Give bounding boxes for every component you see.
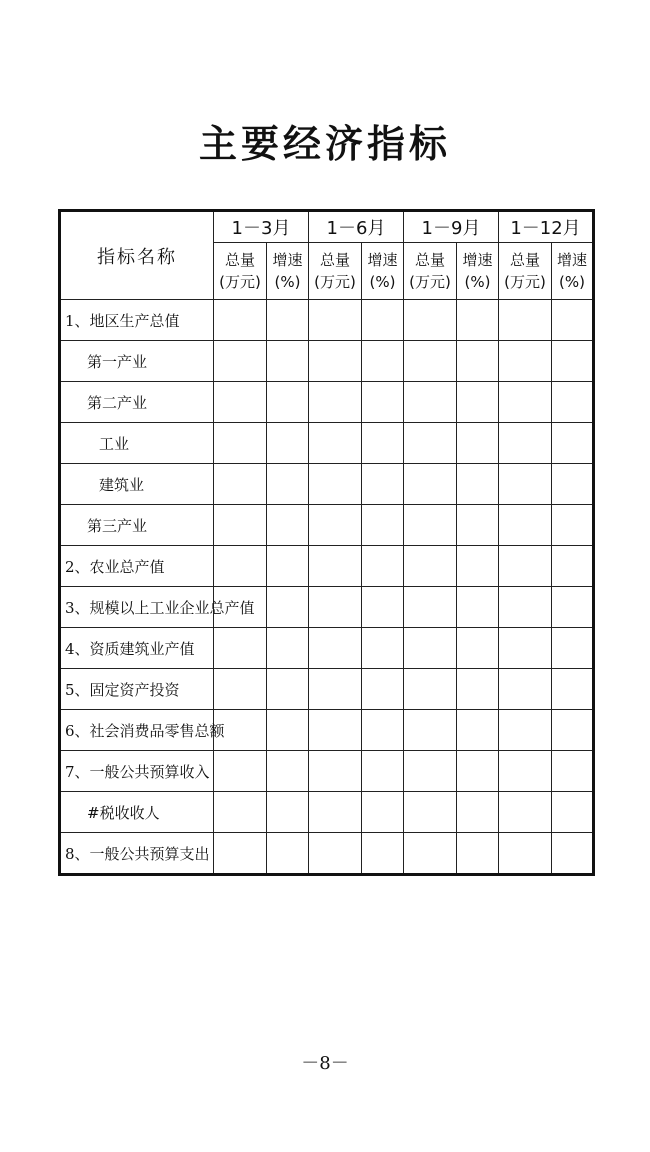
value-cell — [309, 464, 362, 505]
indicator-label: 2、农业总产值 — [60, 546, 214, 587]
period-header-year: 1－12月 — [499, 211, 594, 243]
value-cell — [362, 833, 404, 875]
value-cell — [362, 300, 404, 341]
value-cell — [362, 382, 404, 423]
value-cell — [457, 669, 499, 710]
value-cell — [552, 300, 594, 341]
value-cell — [499, 382, 552, 423]
value-cell — [499, 751, 552, 792]
value-cell — [499, 464, 552, 505]
value-cell — [457, 628, 499, 669]
value-cell — [404, 546, 457, 587]
value-cell — [457, 300, 499, 341]
value-cell — [499, 833, 552, 875]
value-cell — [309, 546, 362, 587]
total-amount-header — [214, 243, 267, 300]
value-cell — [499, 587, 552, 628]
table-row — [60, 464, 594, 505]
value-cell — [309, 423, 362, 464]
value-cell — [552, 628, 594, 669]
period-header-row — [60, 211, 594, 243]
value-cell — [214, 792, 267, 833]
total-amount-header — [309, 243, 362, 300]
value-cell — [499, 341, 552, 382]
value-cell — [552, 751, 594, 792]
table-row — [60, 628, 594, 669]
value-cell — [362, 341, 404, 382]
value-cell — [404, 628, 457, 669]
total-amount-header — [404, 243, 457, 300]
value-cell — [457, 792, 499, 833]
period-header-h1: 1－6月 — [309, 211, 404, 243]
value-cell — [362, 505, 404, 546]
value-cell — [309, 505, 362, 546]
growth-rate-header-line1: 增速 — [462, 251, 493, 269]
value-cell — [362, 628, 404, 669]
value-cell — [552, 464, 594, 505]
value-cell — [214, 341, 267, 382]
value-cell — [309, 382, 362, 423]
value-cell — [309, 669, 362, 710]
value-cell — [404, 833, 457, 875]
table-row — [60, 300, 594, 341]
value-cell — [404, 423, 457, 464]
value-cell — [499, 546, 552, 587]
value-cell — [309, 792, 362, 833]
value-cell — [552, 341, 594, 382]
value-cell — [214, 464, 267, 505]
value-cell — [499, 669, 552, 710]
value-cell — [404, 382, 457, 423]
value-cell — [404, 505, 457, 546]
value-cell — [267, 833, 309, 875]
value-cell — [267, 382, 309, 423]
indicator-label: 4、资质建筑业产值 — [60, 628, 214, 669]
value-cell — [457, 546, 499, 587]
table-row — [60, 833, 594, 875]
value-cell — [267, 300, 309, 341]
value-cell — [214, 546, 267, 587]
value-cell — [214, 833, 267, 875]
value-cell — [267, 669, 309, 710]
total-amount-header-line2: (万元) — [504, 273, 546, 291]
indicator-label: 建筑业 — [60, 464, 214, 505]
page-number: －8－ — [301, 1053, 349, 1074]
value-cell — [552, 792, 594, 833]
value-cell — [309, 751, 362, 792]
value-cell — [362, 464, 404, 505]
growth-rate-header — [552, 243, 594, 300]
value-cell — [552, 505, 594, 546]
value-cell — [457, 833, 499, 875]
growth-rate-header — [267, 243, 309, 300]
value-cell — [267, 464, 309, 505]
indicator-label: 6、社会消费品零售总额 — [60, 710, 214, 751]
value-cell — [552, 423, 594, 464]
value-cell — [499, 423, 552, 464]
value-cell — [362, 792, 404, 833]
total-amount-header-line1: 总量 — [319, 251, 350, 269]
table-row — [60, 341, 594, 382]
value-cell — [457, 587, 499, 628]
table-row — [60, 792, 594, 833]
indicator-label: 1、地区生产总值 — [60, 300, 214, 341]
value-cell — [404, 341, 457, 382]
growth-rate-header — [362, 243, 404, 300]
value-cell — [309, 300, 362, 341]
indicator-label: 7、一般公共预算收入 — [60, 751, 214, 792]
value-cell — [499, 300, 552, 341]
value-cell — [267, 628, 309, 669]
value-cell — [499, 505, 552, 546]
value-cell — [267, 792, 309, 833]
table-row — [60, 751, 594, 792]
value-cell — [214, 669, 267, 710]
indicator-label: 第三产业 — [60, 505, 214, 546]
value-cell — [457, 382, 499, 423]
value-cell — [404, 464, 457, 505]
value-cell — [457, 341, 499, 382]
total-amount-header-line2: (万元) — [219, 273, 261, 291]
value-cell — [404, 751, 457, 792]
value-cell — [309, 341, 362, 382]
table-row — [60, 382, 594, 423]
value-cell — [552, 710, 594, 751]
indicator-table-wrapper — [58, 209, 592, 876]
value-cell — [552, 546, 594, 587]
value-cell — [309, 710, 362, 751]
growth-rate-header-line1: 增速 — [557, 251, 588, 269]
value-cell — [362, 710, 404, 751]
value-cell — [309, 833, 362, 875]
growth-rate-header-line2: (%) — [559, 273, 585, 291]
indicator-label: 第一产业 — [60, 341, 214, 382]
value-cell — [267, 423, 309, 464]
value-cell — [267, 341, 309, 382]
value-cell — [362, 751, 404, 792]
total-amount-header-line2: (万元) — [409, 273, 451, 291]
value-cell — [362, 669, 404, 710]
indicator-table — [58, 209, 595, 876]
value-cell — [267, 710, 309, 751]
value-cell — [404, 587, 457, 628]
value-cell — [499, 628, 552, 669]
value-cell — [404, 792, 457, 833]
value-cell — [552, 669, 594, 710]
indicator-label: 3、规模以上工业企业总产值 — [60, 587, 214, 628]
value-cell — [457, 464, 499, 505]
total-amount-header-line2: (万元) — [314, 273, 356, 291]
growth-rate-header-line1: 增速 — [367, 251, 398, 269]
period-header-q3: 1－9月 — [404, 211, 499, 243]
indicator-label: 8、一般公共预算支出 — [60, 833, 214, 875]
growth-rate-header-line2: (%) — [274, 273, 301, 291]
growth-rate-header-line2: (%) — [369, 273, 396, 291]
growth-rate-header-line1: 增速 — [272, 251, 303, 269]
value-cell — [267, 505, 309, 546]
growth-rate-header — [457, 243, 499, 300]
value-cell — [214, 505, 267, 546]
value-cell — [214, 382, 267, 423]
total-amount-header — [499, 243, 552, 300]
value-cell — [267, 587, 309, 628]
value-cell — [499, 710, 552, 751]
value-cell — [457, 710, 499, 751]
value-cell — [499, 792, 552, 833]
table-row — [60, 587, 594, 628]
value-cell — [309, 587, 362, 628]
table-body — [60, 300, 594, 875]
indicator-label: 工业 — [60, 423, 214, 464]
total-amount-header-line1: 总量 — [224, 251, 255, 269]
value-cell — [214, 751, 267, 792]
value-cell — [362, 587, 404, 628]
value-cell — [457, 423, 499, 464]
value-cell — [267, 546, 309, 587]
value-cell — [214, 300, 267, 341]
value-cell — [457, 751, 499, 792]
value-cell — [362, 423, 404, 464]
value-cell — [214, 423, 267, 464]
page-title: 主要经济指标 — [198, 121, 451, 166]
table-row — [60, 546, 594, 587]
value-cell — [552, 833, 594, 875]
table-row — [60, 423, 594, 464]
total-amount-header-line1: 总量 — [414, 251, 445, 269]
value-cell — [457, 505, 499, 546]
period-header-q1: 1－3月 — [214, 211, 309, 243]
value-cell — [404, 300, 457, 341]
indicator-name-header: 指标名称 — [60, 211, 214, 300]
value-cell — [552, 587, 594, 628]
indicator-label: 第二产业 — [60, 382, 214, 423]
value-cell — [267, 751, 309, 792]
table-row — [60, 669, 594, 710]
total-amount-header-line1: 总量 — [509, 251, 540, 269]
table-row — [60, 505, 594, 546]
value-cell — [362, 546, 404, 587]
value-cell — [404, 710, 457, 751]
table-row — [60, 710, 594, 751]
value-cell — [404, 669, 457, 710]
value-cell — [309, 628, 362, 669]
value-cell — [552, 382, 594, 423]
growth-rate-header-line2: (%) — [464, 273, 491, 291]
indicator-label: 5、固定资产投资 — [60, 669, 214, 710]
value-cell — [214, 628, 267, 669]
indicator-label: #税收收人 — [60, 792, 214, 833]
